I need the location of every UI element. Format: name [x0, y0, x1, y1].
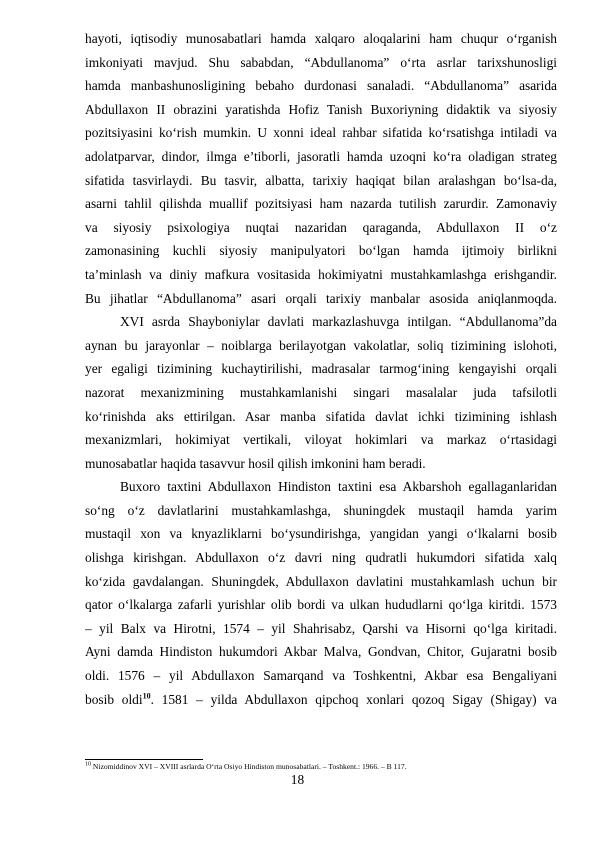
- footnote-reference[interactable]: 10: [142, 691, 151, 701]
- text-line: pozitsiyasini ko‘rish mumkin. U xonni ideal rahbar sifatida ko‘rsatishga intiladi va: [85, 125, 557, 141]
- text-line: imkoniyati mavjud. Shu sababdan, “Abdullanoma” o‘rta asrlar tarixshunosligi: [85, 54, 557, 70]
- text-line: adolatparvar, dindor, ilmga e’tiborli, jasoratli hamda uzoqni ko‘ra oladigan strateg: [85, 148, 557, 164]
- text-line: munosabatlar haqida tasavvur hosil qilish imkonini ham beradi.: [85, 455, 426, 471]
- text-line: Ayni damda Hindiston hukumdori Akbar Malva, Gondvan, Chitor, Gujaratni bosib: [85, 644, 557, 660]
- text-line: ko‘zida gavdalangan. Shuningdek, Abdullaxon davlatini mustahkamlash uchun bir: [85, 573, 557, 589]
- text-line-with-footnote-ref: [85, 688, 557, 712]
- footnote-text: Nizomiddinov XVI – XVIII asrlarda O‘rta Osiyo Hindiston munosabatlari. – Toshkent.: 1966. – B 117.: [91, 762, 407, 771]
- text-line: mustaqil xon va knyazliklarni bo‘ysundirishga, yangidan yangi o‘lkalarni bosib: [85, 526, 557, 542]
- text-line: hamda manbashunosligining bebaho durdonasi sanaladi. “Abdullanoma” asarida: [85, 78, 557, 94]
- text-line: Abdullaxon II obrazini yaratishda Hofiz Tanish Buxoriyning didaktik va siyosiy: [85, 101, 557, 117]
- text-segment: bosib oldi: [85, 691, 143, 707]
- text-line: ko‘rinishda aks ettirilgan. Asar manba sifatida davlat ichki tizimining ishlash: [85, 408, 557, 424]
- text-line: oldi. 1576 – yil Abdullaxon Samarqand va Toshkentni, Akbar esa Bengaliyani: [85, 668, 557, 684]
- text-line: qator o‘lkalarga zafarli yurishlar olib bordi va ulkan hududlarni qo‘lga kiritdi. 1573: [85, 597, 557, 613]
- text-line: XVI asrda Shayboniylar davlati markazlashuvga intilgan. “Abdullanoma”da: [120, 314, 557, 330]
- text-segment: . 1581 – yilda Abdullaxon qipchoq xonlari qozoq Sigay (Shigay) va: [150, 691, 557, 707]
- text-line: Bu jihatlar “Abdullanoma” asari orqali tarixiy manbalar asosida aniqlanmoqda.: [85, 290, 557, 306]
- text-line: olishga kirishgan. Abdullaxon o‘z davri ning qudratli hukumdori sifatida xalq: [85, 550, 557, 566]
- text-line: asarni tahlil qilishda muallif pozitsiyasi ham nazarda tutilish zarurdir. Zamonaviy: [85, 196, 557, 212]
- page-number: 18: [290, 772, 305, 787]
- text-line: yer egaligi tizimining kuchaytirilishi, madrasalar tarmog‘ining kengayishi orqali: [85, 361, 557, 377]
- footnote-separator: [85, 759, 203, 760]
- text-line: – yil Balx va Hirotni, 1574 – yil Shahrisabz, Qarshi va Hisorni qo‘lga kiritadi.: [85, 620, 557, 636]
- footnote-number: 10: [85, 761, 91, 768]
- text-line: Buxoro taxtini Abdullaxon Hindiston taxtini esa Akbarshoh egallaganlaridan: [120, 479, 557, 495]
- text-line: aynan bu jarayonlar – noiblarga berilayotgan vakolatlar, soliq tizimining islohoti,: [85, 337, 557, 353]
- text-line: nazorat mexanizmining mustahkamlanishi singari masalalar juda tafsilotli: [85, 384, 557, 400]
- text-line: mexanizmlari, hokimiyat vertikali, viloyat hokimlari va markaz o‘rtasidagi: [85, 432, 557, 448]
- text-line: ta’minlash va diniy mafkura vositasida hokimiyatni mustahkamlashga erishgandir.: [85, 266, 557, 282]
- text-line: hayoti, iqtisodiy munosabatlari hamda xalqaro aloqalarini ham chuqur o‘rganish: [85, 31, 557, 46]
- footnote: [85, 762, 557, 772]
- text-line: zamonasining kuchli siyosiy manipulyatori bo‘lgan hamda ijtimoiy birlikni: [85, 243, 557, 259]
- text-line: sifatida tasvirlaydi. Bu tasvir, albatta, tarixiy haqiqat bilan aralashgan bo‘lsa-da,: [85, 172, 557, 188]
- text-line: va siyosiy psixologiya nuqtai nazaridan qaraganda, Abdullaxon II o‘z: [85, 219, 557, 235]
- text-line: so‘ng o‘z davlatlarini mustahkamlashga, shuningdek mustaqil hamda yarim: [85, 502, 557, 518]
- body-text: [85, 27, 557, 711]
